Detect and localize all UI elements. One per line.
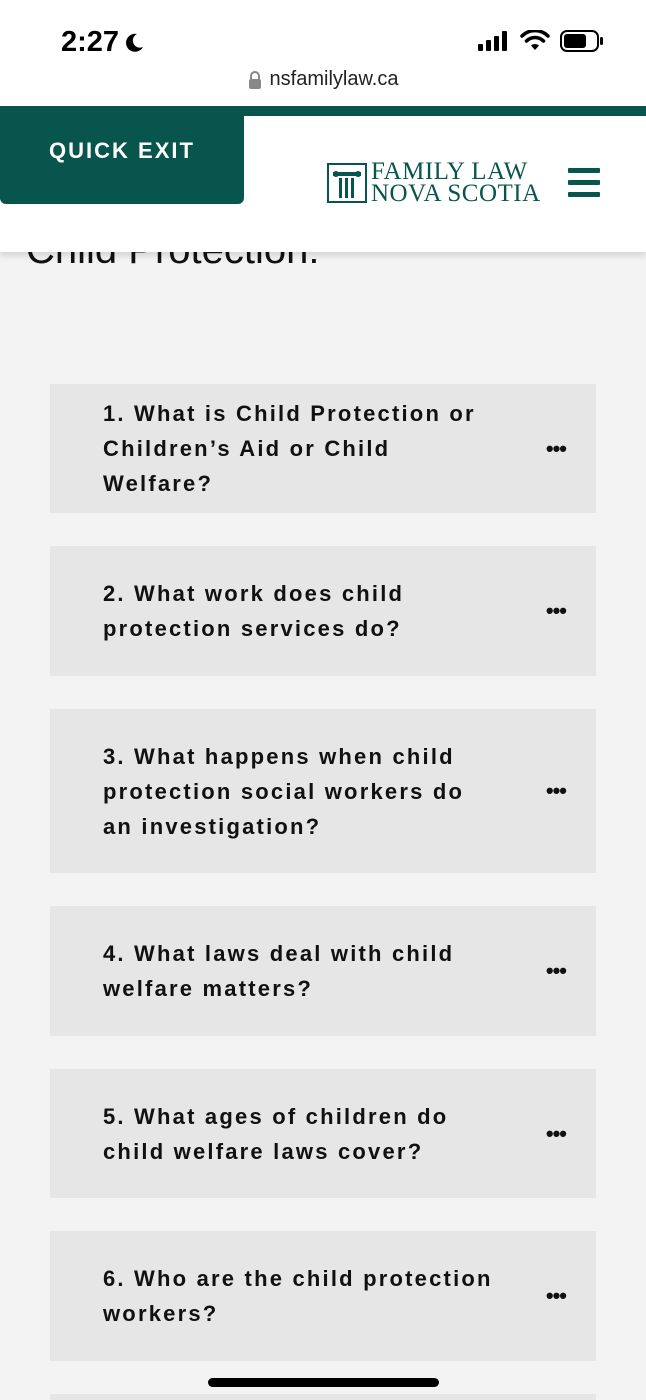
faq-question: 2. What work does child protection services do? — [103, 581, 405, 641]
address-bar[interactable] — [0, 68, 646, 91]
cellular-signal-icon — [478, 31, 510, 51]
faq-question: 1. What is Child Protection or Children’s Aid or Child Welfare? — [103, 401, 476, 496]
faq-item-3[interactable] — [50, 709, 596, 873]
status-time — [61, 26, 145, 59]
wifi-icon — [520, 30, 550, 52]
faq-item-1[interactable] — [50, 384, 596, 513]
logo-text — [371, 158, 541, 207]
url-text: nsfamilylaw.ca — [269, 68, 399, 90]
status-icons — [478, 30, 604, 52]
more-icon[interactable]: ••• — [545, 1283, 566, 1308]
faq-question: 4. What laws deal with child welfare matters? — [103, 941, 455, 1001]
faq-question: 3. What happens when child protection social workers do an investigation? — [103, 743, 465, 839]
site-logo[interactable] — [327, 158, 541, 207]
faq-item-6[interactable] — [50, 1231, 596, 1361]
faq-item-4[interactable] — [50, 906, 596, 1036]
more-icon[interactable]: ••• — [545, 1120, 566, 1146]
more-icon[interactable]: ••• — [545, 435, 566, 461]
faq-question: 6. Who are the child protection workers? — [103, 1266, 493, 1326]
more-icon[interactable]: ••• — [545, 958, 566, 983]
lock-icon — [248, 71, 262, 89]
logo-line-2: NOVA SCOTIA — [371, 180, 541, 207]
faq-item-5[interactable] — [50, 1069, 596, 1198]
quick-exit-button[interactable]: QUICK EXIT — [0, 106, 244, 204]
more-icon[interactable]: ••• — [545, 778, 566, 803]
time-label: 2:27 — [61, 26, 120, 58]
logo-line-1: FAMILY LAW — [371, 158, 528, 185]
faq-item-2[interactable] — [50, 546, 596, 676]
home-indicator[interactable] — [208, 1378, 439, 1387]
faq-question: 5. What ages of children do child welfare laws cover? — [103, 1103, 449, 1164]
pillar-logo-icon — [327, 163, 367, 203]
menu-icon[interactable] — [568, 168, 600, 198]
menu-bar — [568, 192, 600, 197]
status-bar — [0, 0, 646, 106]
menu-bar — [568, 168, 600, 173]
menu-bar — [568, 180, 600, 185]
battery-icon — [560, 30, 604, 52]
moon-icon — [123, 32, 145, 54]
faq-item-7[interactable] — [50, 1394, 596, 1400]
more-icon[interactable]: ••• — [545, 598, 566, 623]
